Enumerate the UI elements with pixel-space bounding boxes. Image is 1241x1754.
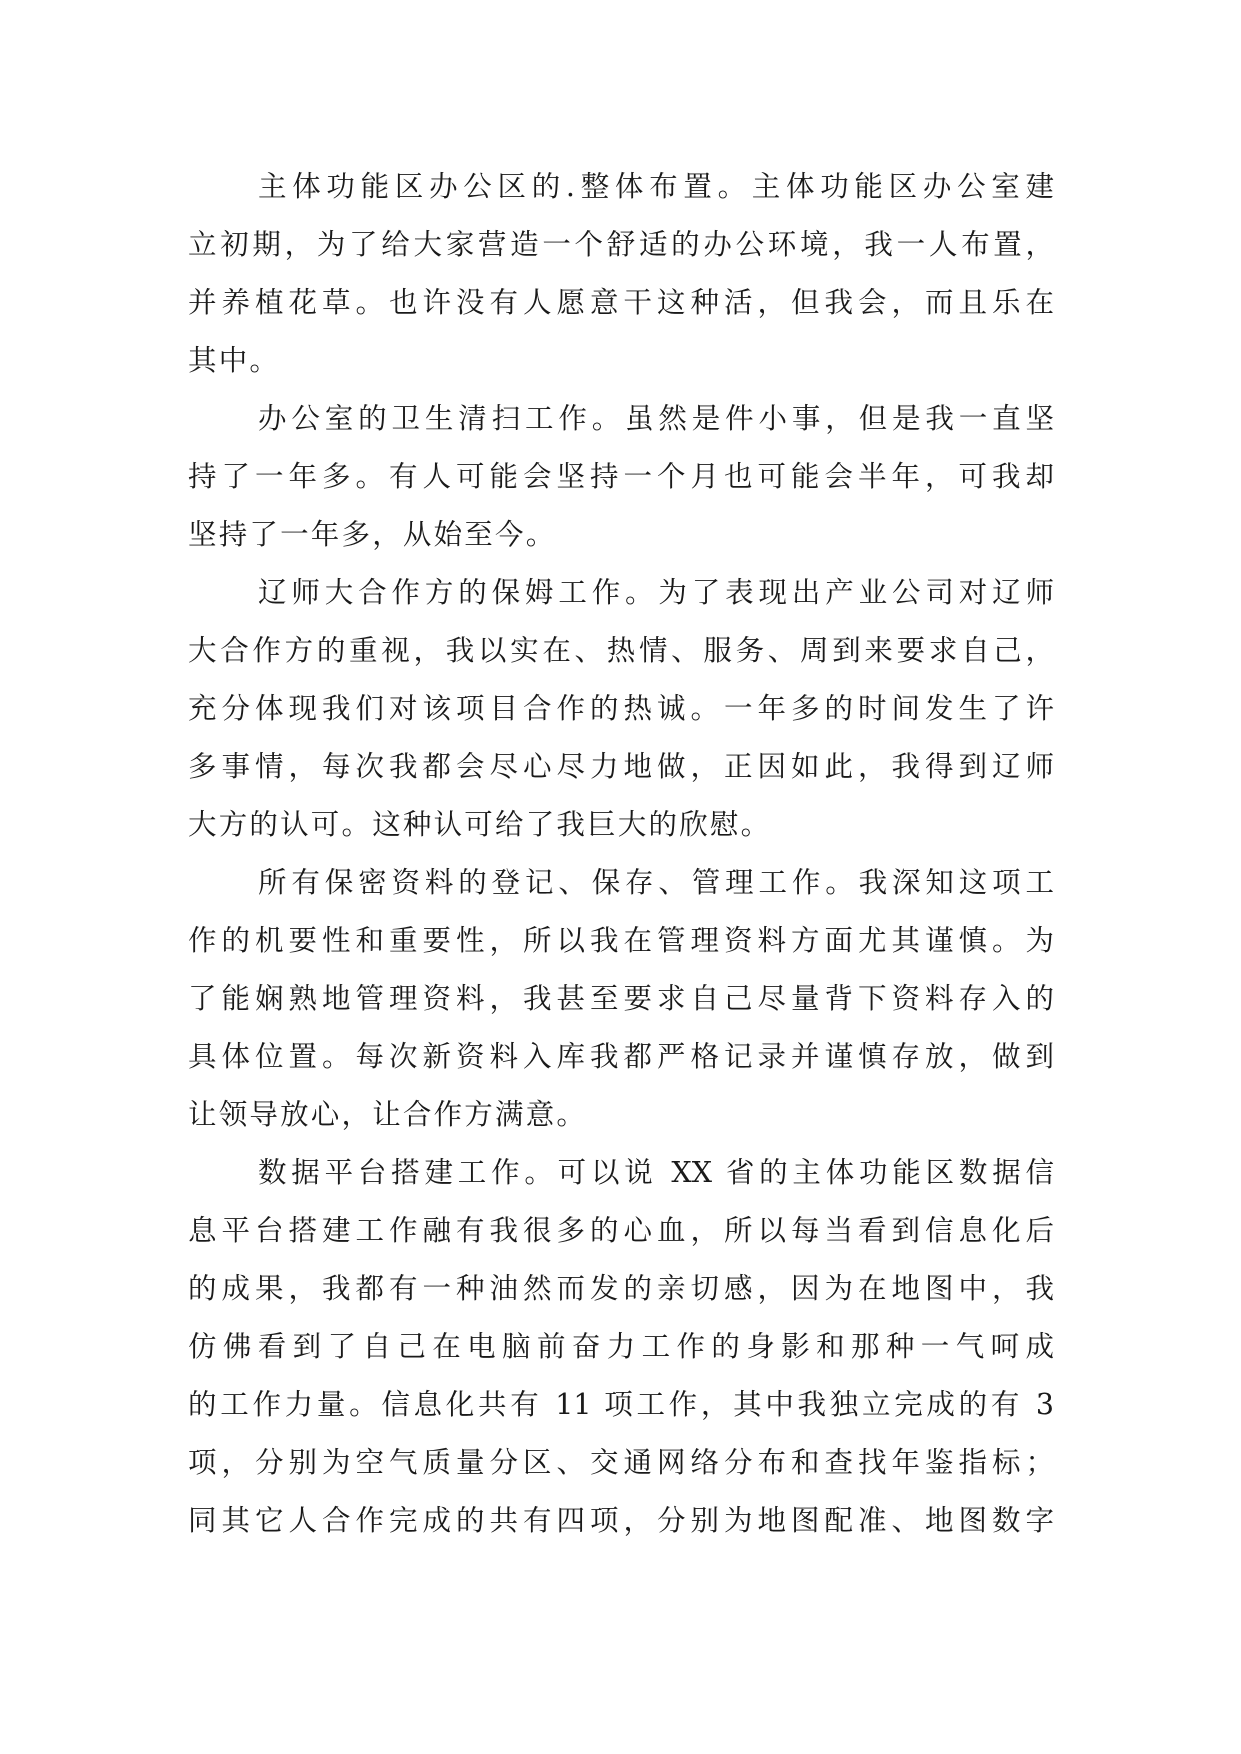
text-line: 坚持了一年多，从始至今。 <box>188 518 557 551</box>
text-line: 多事情，每次我都会尽心尽力地做，正因如此，我得到辽师 <box>188 750 1054 783</box>
text-line: 办公室的卫生清扫工作。虽然是件小事，但是我一直坚 <box>258 402 1054 435</box>
text-line: 息平台搭建工作融有我很多的心血，所以每当看到信息化后 <box>188 1214 1054 1247</box>
text-line: 大方的认可。这种认可给了我巨大的欣慰。 <box>188 808 772 841</box>
text-line: 让领导放心，让合作方满意。 <box>188 1098 588 1131</box>
text-line: 的工作力量。信息化共有 11 项工作，其中我独立完成的有 3 <box>188 1388 1054 1421</box>
paragraph-confidential-files <box>188 854 1054 1144</box>
text-line: 大合作方的重视，我以实在、热情、服务、周到来要求自己， <box>188 634 1054 667</box>
text-line: 持了一年多。有人可能会坚持一个月也可能会半年，可我却 <box>188 460 1054 493</box>
text-line: 了能娴熟地管理资料，我甚至要求自己尽量背下资料存入的 <box>188 982 1054 1015</box>
text-line: 其中。 <box>188 344 281 377</box>
paragraph-partner-service <box>188 564 1054 854</box>
text-line: 具体位置。每次新资料入库我都严格记录并谨慎存放，做到 <box>188 1040 1054 1073</box>
text-line: 所有保密资料的登记、保存、管理工作。我深知这项工 <box>258 866 1054 899</box>
paragraph-office-layout <box>188 158 1054 390</box>
text-line: 立初期，为了给大家营造一个舒适的办公环境，我一人布置， <box>188 228 1054 261</box>
paragraph-data-platform <box>188 1144 1054 1550</box>
text-line: 项，分别为空气质量分区、交通网络分布和查找年鉴指标； <box>188 1446 1054 1479</box>
text-line: 并养植花草。也许没有人愿意干这种活，但我会，而且乐在 <box>188 286 1054 319</box>
paragraph-office-cleaning <box>188 390 1054 564</box>
document-body <box>188 158 1054 1550</box>
text-line: 数据平台搭建工作。可以说 XX 省的主体功能区数据信 <box>258 1156 1054 1189</box>
text-line: 仿佛看到了自己在电脑前奋力工作的身影和那种一气呵成 <box>188 1330 1054 1363</box>
text-line: 作的机要性和重要性，所以我在管理资料方面尤其谨慎。为 <box>188 924 1054 957</box>
text-line: 的成果，我都有一种油然而发的亲切感，因为在地图中，我 <box>188 1272 1054 1305</box>
text-line: 同其它人合作完成的共有四项，分别为地图配准、地图数字 <box>188 1504 1054 1537</box>
text-line: 辽师大合作方的保姆工作。为了表现出产业公司对辽师 <box>258 576 1054 609</box>
text-line: 充分体现我们对该项目合作的热诚。一年多的时间发生了许 <box>188 692 1054 725</box>
text-line: 主体功能区办公区的.整体布置。主体功能区办公室建 <box>258 170 1054 203</box>
